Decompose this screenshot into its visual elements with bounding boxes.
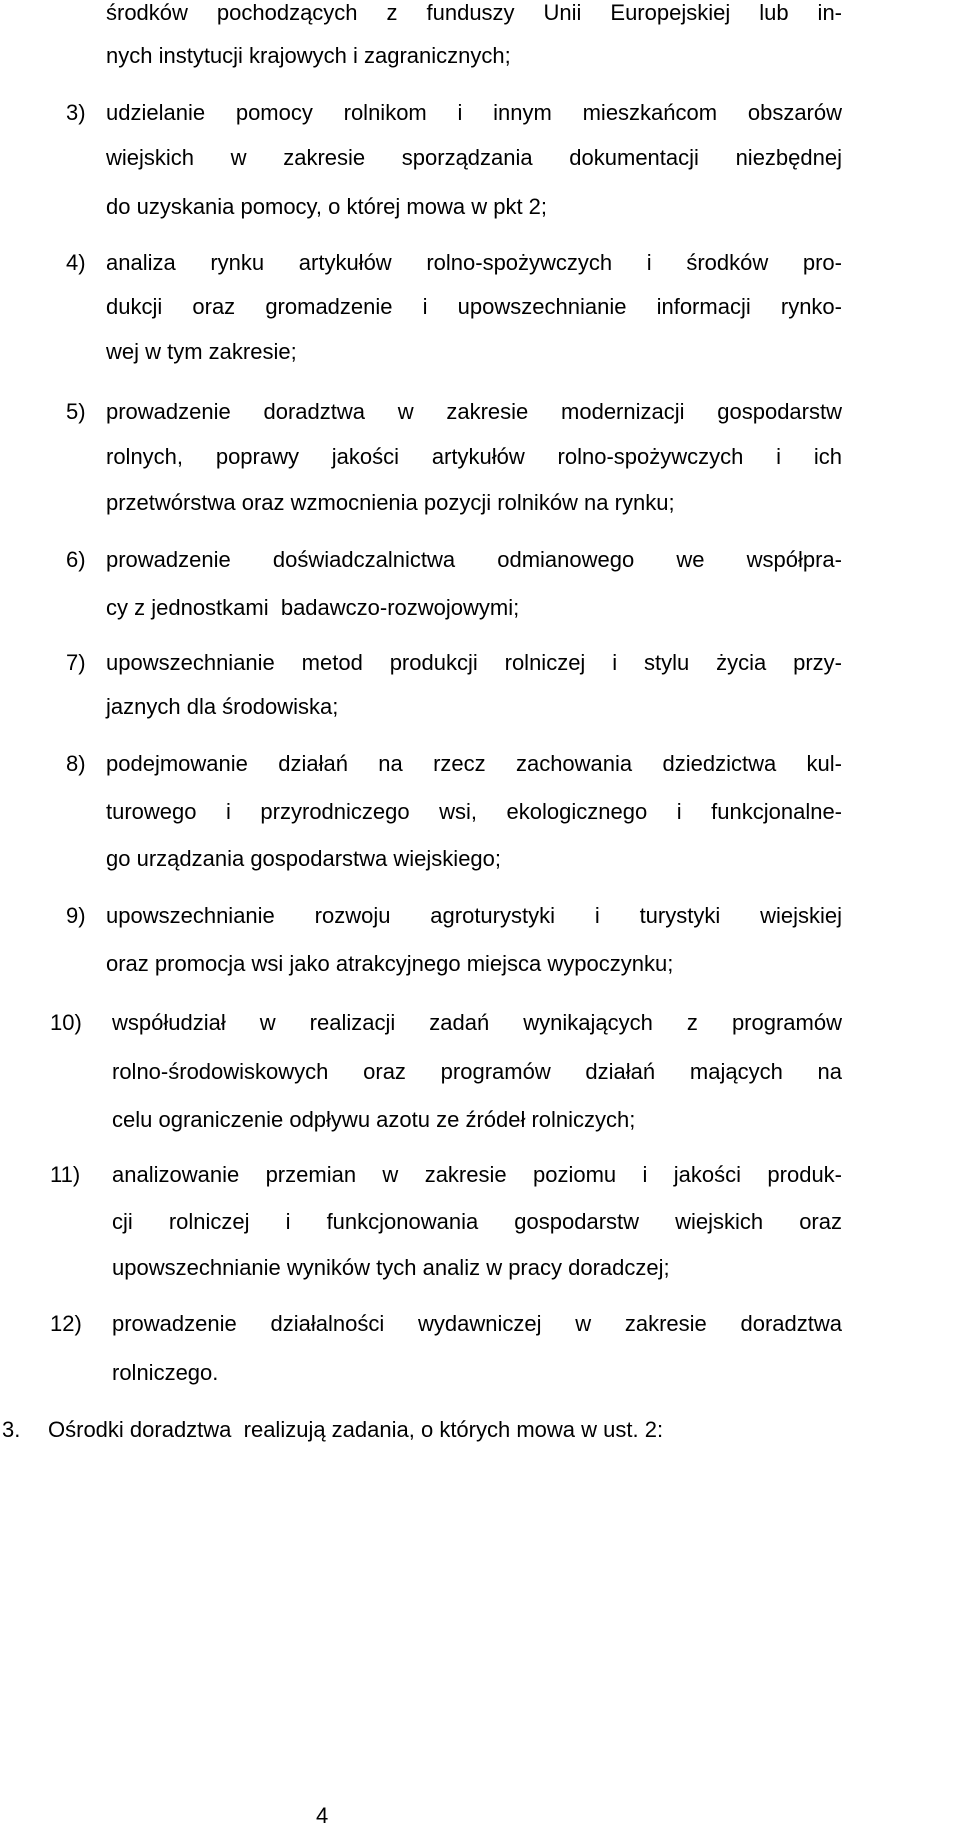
list-item-line: rolno-środowiskowych oraz programów działań mających na (112, 1059, 842, 1084)
list-item-line: wiejskich w zakresie sporządzania dokumentacji niezbędnej (106, 145, 842, 170)
intro-line: nych instytucji krajowych i zagranicznych; (106, 43, 511, 68)
list-item-number: 12) (50, 1311, 82, 1336)
list-item-number: 6) (66, 547, 86, 572)
list-item-line: go urządzania gospodarstwa wiejskiego; (106, 846, 502, 871)
list-item-number: 11) (50, 1162, 81, 1187)
list-item-line: cy z jednostkami badawczo-rozwojowymi; (106, 595, 520, 620)
list-item-line: do uzyskania pomocy, o której mowa w pkt 2; (106, 194, 548, 219)
section-number: 3. (2, 1417, 21, 1442)
list-item-number: 4) (66, 250, 86, 275)
list-item-line: prowadzenie doradztwa w zakresie modernizacji gospodarstw (106, 399, 842, 424)
list-item-line: przetwórstwa oraz wzmocnienia pozycji rolników na rynku; (106, 490, 675, 515)
page-number: 4 (316, 1803, 329, 1828)
list-item-line: upowszechnianie wyników tych analiz w pracy doradczej; (112, 1255, 670, 1280)
list-item-line: upowszechnianie rozwoju agroturystyki i turystyki wiejskiej (106, 903, 842, 928)
list-item-line: dukcji oraz gromadzenie i upowszechnianie informacji rynko- (106, 294, 842, 319)
list-item-line: współudział w realizacji zadań wynikających z programów (112, 1010, 842, 1035)
list-item-line: rolniczego. (112, 1360, 219, 1385)
list-item-line: prowadzenie działalności wydawniczej w zakresie doradztwa (112, 1311, 842, 1336)
list-item-line: udzielanie pomocy rolnikom i innym mieszkańcom obszarów (106, 100, 842, 125)
list-item-number: 7) (66, 650, 86, 675)
list-item-number: 10) (50, 1010, 82, 1035)
list-item-line: analiza rynku artykułów rolno-spożywczych i środków pro- (106, 250, 842, 275)
list-item-line: jaznych dla środowiska; (106, 694, 339, 719)
section-text: Ośrodki doradztwa realizują zadania, o których mowa w ust. 2: (48, 1417, 664, 1442)
list-item-number: 5) (66, 399, 86, 424)
intro-line: środków pochodzących z funduszy Unii Europejskiej lub in- (106, 0, 842, 25)
list-item-line: podejmowanie działań na rzecz zachowania dziedzictwa kul- (106, 751, 842, 776)
list-item-line: turowego i przyrodniczego wsi, ekologicznego i funkcjonalne- (106, 799, 842, 824)
list-item-number: 3) (66, 100, 86, 125)
list-item-number: 8) (66, 751, 86, 776)
list-item-line: rolnych, poprawy jakości artykułów rolno-spożywczych i ich (106, 444, 842, 469)
list-item-line: analizowanie przemian w zakresie poziomu i jakości produk- (112, 1162, 842, 1187)
list-item-line: oraz promocja wsi jako atrakcyjnego miejsca wypoczynku; (106, 951, 674, 976)
list-item-line: celu ograniczenie odpływu azotu ze źródeł rolniczych; (112, 1107, 636, 1132)
list-item-line: cji rolniczej i funkcjonowania gospodarstw wiejskich oraz (112, 1209, 842, 1234)
list-item-number: 9) (66, 903, 86, 928)
list-item-line: wej w tym zakresie; (106, 339, 297, 364)
list-item-line: upowszechnianie metod produkcji rolniczej i stylu życia przy- (106, 650, 842, 675)
list-item-line: prowadzenie doświadczalnictwa odmianowego we współpra- (106, 547, 842, 572)
